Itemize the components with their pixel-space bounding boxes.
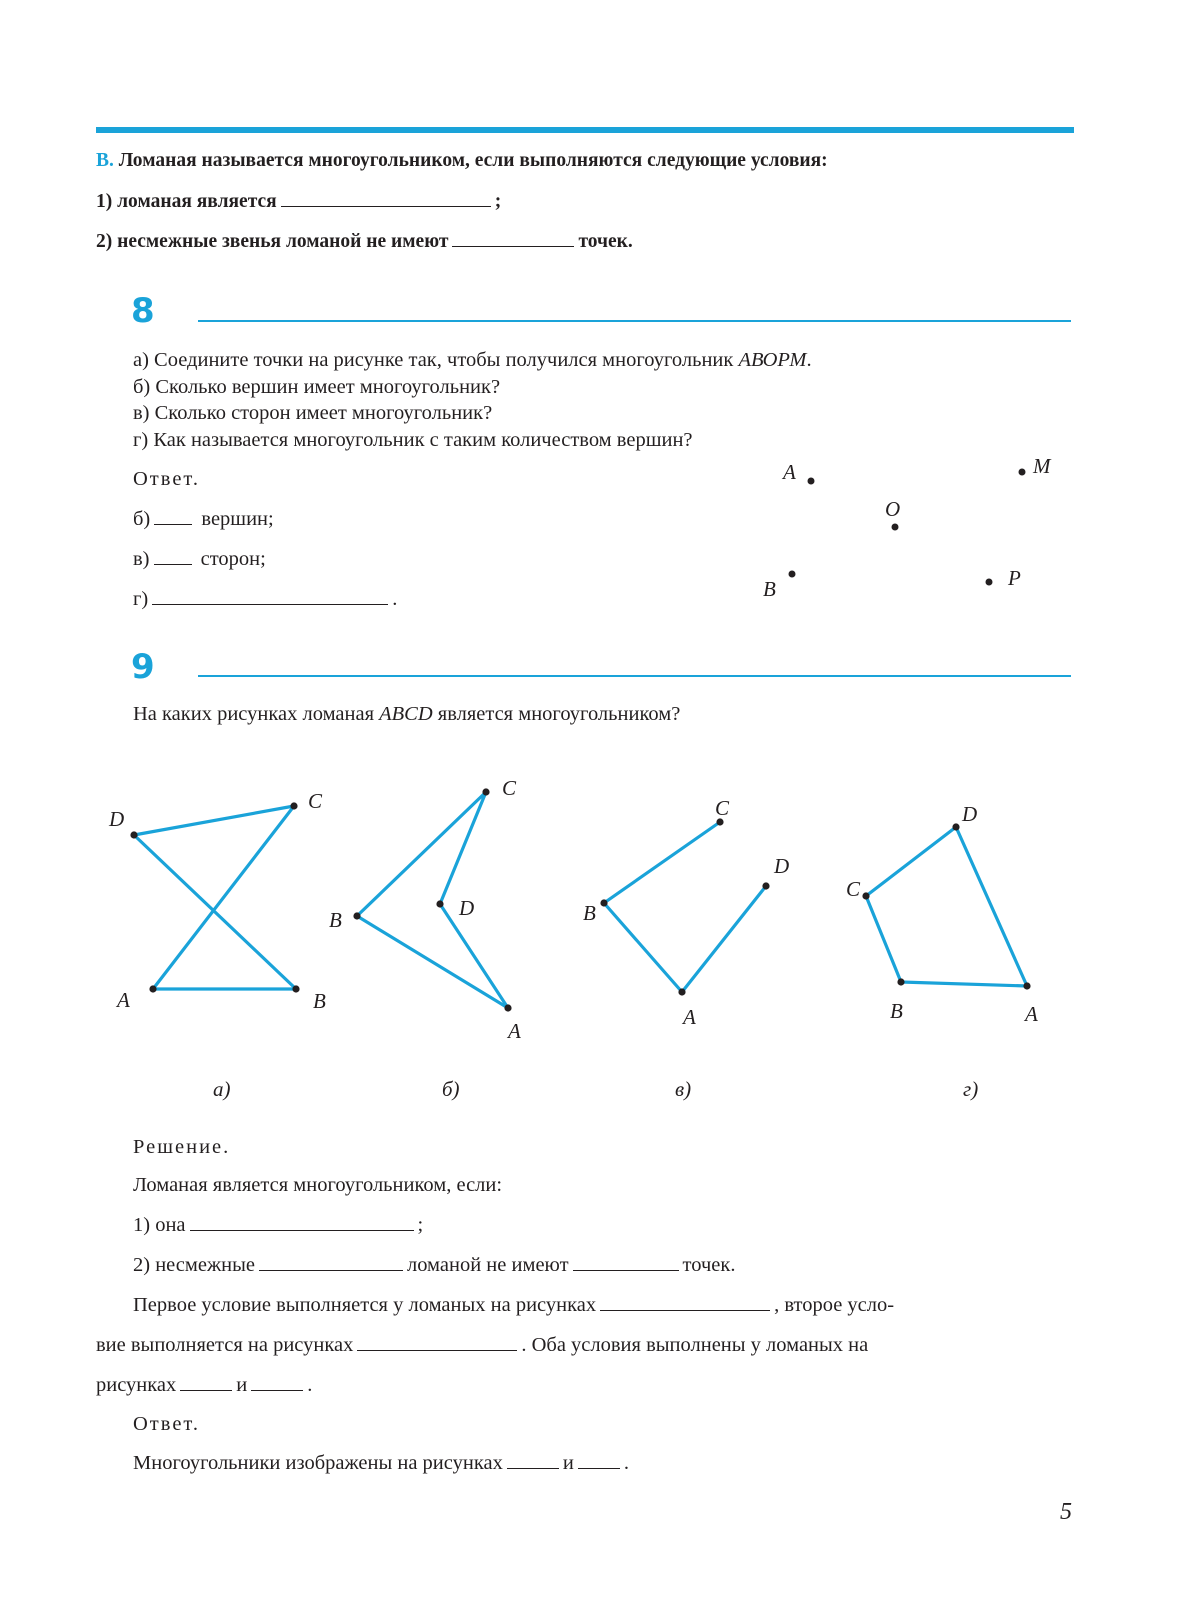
task8-answer-label: Ответ. — [133, 468, 200, 490]
task8-question-v: в) Сколько сторон имеет многоугольник? — [133, 402, 493, 424]
answer-blank[interactable] — [507, 1452, 559, 1469]
svg-text:C: C — [502, 776, 517, 800]
theory-condition-2: 2) несмежные звенья ломаной не имеют точек. — [96, 231, 633, 252]
figure-b-polyline — [357, 792, 508, 1008]
theory-intro: В. Ломаная называется многоугольником, если выполняются следующие условия: — [96, 150, 828, 171]
task9-answer: Многоугольники изображены на рисунках и . — [133, 1452, 629, 1474]
figure-v-polyline — [604, 822, 766, 992]
svg-text:C: C — [308, 789, 323, 813]
svg-text:A: A — [1025, 1002, 1038, 1026]
svg-text:B: B — [313, 989, 326, 1013]
svg-text:D: D — [962, 802, 978, 826]
answer-blank[interactable] — [573, 1254, 679, 1271]
solution-intro: Ломаная является многоугольником, если: — [133, 1174, 503, 1196]
task9-answer-label: Ответ. — [133, 1413, 200, 1435]
task9-question: На каких рисунках ломаная ABCD является многоугольником? — [133, 703, 681, 725]
figure-g-polyline — [866, 827, 1027, 986]
svg-text:B: B — [890, 999, 903, 1023]
figure-b-caption: б) — [442, 1077, 460, 1101]
solution-condition-2: 2) несмежные ломаной не имеют точек. — [133, 1254, 736, 1276]
svg-text:D: D — [459, 896, 475, 920]
answer-blank[interactable] — [600, 1294, 770, 1311]
svg-text:P: P — [1008, 566, 1021, 590]
answer-blank[interactable] — [180, 1374, 232, 1391]
task8-question-b: б) Сколько вершин имеет многоугольник? — [133, 375, 501, 398]
task8-answer-v: в) сторон; — [133, 548, 266, 570]
svg-text:A: A — [783, 460, 796, 484]
task-number-8: 8 — [131, 291, 155, 331]
figure-v-caption: в) — [675, 1077, 692, 1101]
figure-a-polyline — [134, 806, 296, 989]
svg-text:B: B — [329, 908, 342, 932]
svg-text:B: B — [763, 577, 776, 601]
theory-letter: В. — [96, 150, 114, 171]
figure-a-caption: а) — [213, 1077, 231, 1101]
answer-blank[interactable] — [578, 1452, 620, 1469]
svg-text:A: A — [508, 1019, 521, 1043]
answer-blank[interactable] — [259, 1254, 403, 1271]
answer-blank[interactable] — [251, 1374, 303, 1391]
svg-text:B: B — [583, 901, 596, 925]
svg-text:A: A — [117, 988, 130, 1012]
answer-blank[interactable] — [190, 1214, 414, 1231]
task8-answer-b: б) вершин; — [133, 508, 274, 530]
solution-paragraph-line2: вие выполняется на рисунках . Оба условия выполнены у ломаных на — [96, 1334, 869, 1356]
solution-paragraph-line1: Первое условие выполняется у ломаных на рисунках , второе усло- — [133, 1294, 895, 1316]
answer-blank[interactable] — [357, 1334, 517, 1351]
task8-question-a: а) Соедините точки на рисунке так, чтобы получился многоугольник АВОРМ. — [133, 349, 812, 371]
svg-text:M: M — [1033, 454, 1051, 478]
solution-label: Решение. — [133, 1136, 231, 1158]
svg-text:D: D — [109, 807, 125, 831]
svg-text:A: A — [683, 1005, 696, 1029]
task-number-9: 9 — [131, 647, 155, 687]
svg-text:O: O — [885, 497, 901, 521]
solution-paragraph-line3: рисунках и . — [96, 1374, 313, 1396]
svg-text:C: C — [846, 877, 861, 901]
task8-question-g: г) Как называется многоугольник с таким количеством вершин? — [133, 428, 693, 451]
theory-condition-1: 1) ломаная является ; — [96, 191, 502, 212]
solution-condition-1: 1) она ; — [133, 1214, 424, 1236]
page-number: 5 — [1060, 1499, 1072, 1525]
figure-g-caption: г) — [963, 1077, 979, 1101]
task8-answer-g: г) . — [133, 588, 398, 610]
svg-text:C: C — [715, 796, 730, 820]
svg-text:D: D — [774, 854, 790, 878]
